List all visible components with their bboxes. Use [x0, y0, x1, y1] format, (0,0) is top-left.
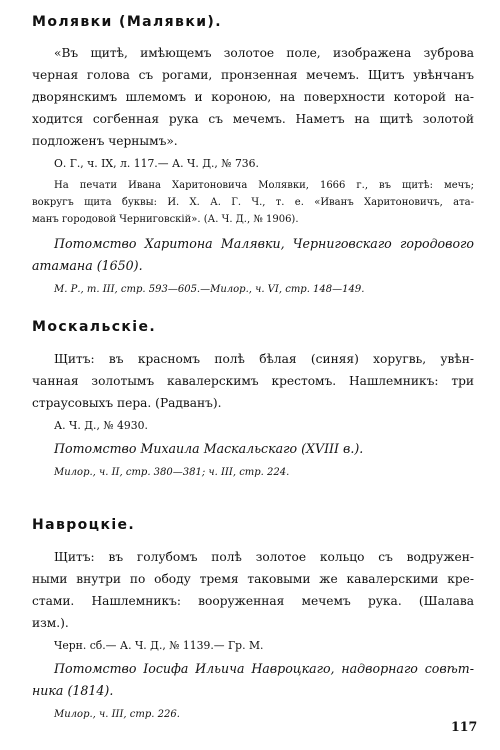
blazon-line: ходится согбенная рука съ мечемъ. Наметъ на щитѣ золотой: [32, 112, 474, 126]
blazon-line: подложенъ чернымъ».: [32, 134, 178, 148]
section-heading: Москальскіе.: [32, 319, 157, 335]
lineage-line: Потомство Михаила Маскальскаго (XVIII в.).: [54, 441, 364, 456]
blazon-line: ными внутри по ободу тремя таковыми же кавалерскими кре-: [32, 572, 474, 586]
page-number: 117: [451, 719, 478, 734]
blazon-line: «Въ щитѣ, имѣющемъ золотое поле, изображена зуброва: [54, 46, 474, 60]
source-citation: Милор., ч. II, стр. 380—381; ч. III, стр. 224.: [54, 467, 290, 478]
seal-note-line: вокругъ щита буквы: И. Х. А. Г. Ч., т. е. «Иванъ Харитоновичъ, ата-: [32, 197, 474, 208]
source-citation: Милор., ч. III, стр. 226.: [54, 709, 180, 720]
blazon-line: чанная золотымъ кавалерскимъ крестомъ. Нашлемникъ: три: [32, 374, 474, 388]
archive-reference: Черн. сб.— А. Ч. Д., № 1139.— Гр. М.: [54, 639, 264, 652]
archive-reference: О. Г., ч. IX, л. 117.— А. Ч. Д., № 736.: [54, 157, 259, 170]
seal-note-line: манъ городовой Черниговскій». (А. Ч. Д., № 1906).: [32, 214, 299, 225]
blazon-line: Щитъ: въ красномъ полѣ бѣлая (синяя) хоругвь, увѣн-: [54, 352, 474, 366]
lineage-line: Потомство Харитона Малявки, Черниговскаго городового: [54, 236, 474, 251]
source-citation: М. Р., т. III, стр. 593—605.—Милор., ч. VI, стр. 148—149.: [54, 284, 365, 295]
section-heading: Навроцкіе.: [32, 517, 136, 533]
blazon-line: черная голова съ рогами, пронзенная мечемъ. Щитъ увѣнчанъ: [32, 68, 474, 82]
blazon-line: дворянскимъ шлемомъ и короною, на поверхности которой на-: [32, 90, 474, 104]
blazon-line: стами. Нашлемникъ: вооруженная мечемъ рука. (Шалава: [32, 594, 474, 608]
archive-reference: А. Ч. Д., № 4930.: [54, 419, 148, 432]
lineage-line: Потомство Іосифа Ильича Навроцкаго, надворнаго совѣт-: [54, 661, 474, 676]
blazon-line: Щитъ: въ голубомъ полѣ золотое кольцо съ водружен-: [54, 550, 474, 564]
blazon-line: изм.).: [32, 616, 69, 630]
lineage-line: атамана (1650).: [32, 258, 143, 273]
lineage-line: ника (1814).: [32, 683, 114, 698]
section-heading: Молявки (Малявки).: [32, 14, 222, 30]
seal-note-line: На печати Ивана Харитоновича Молявки, 1666 г., въ щитѣ: мечъ;: [54, 180, 474, 191]
blazon-line: страусовыхъ пера. (Радванъ).: [32, 396, 222, 410]
